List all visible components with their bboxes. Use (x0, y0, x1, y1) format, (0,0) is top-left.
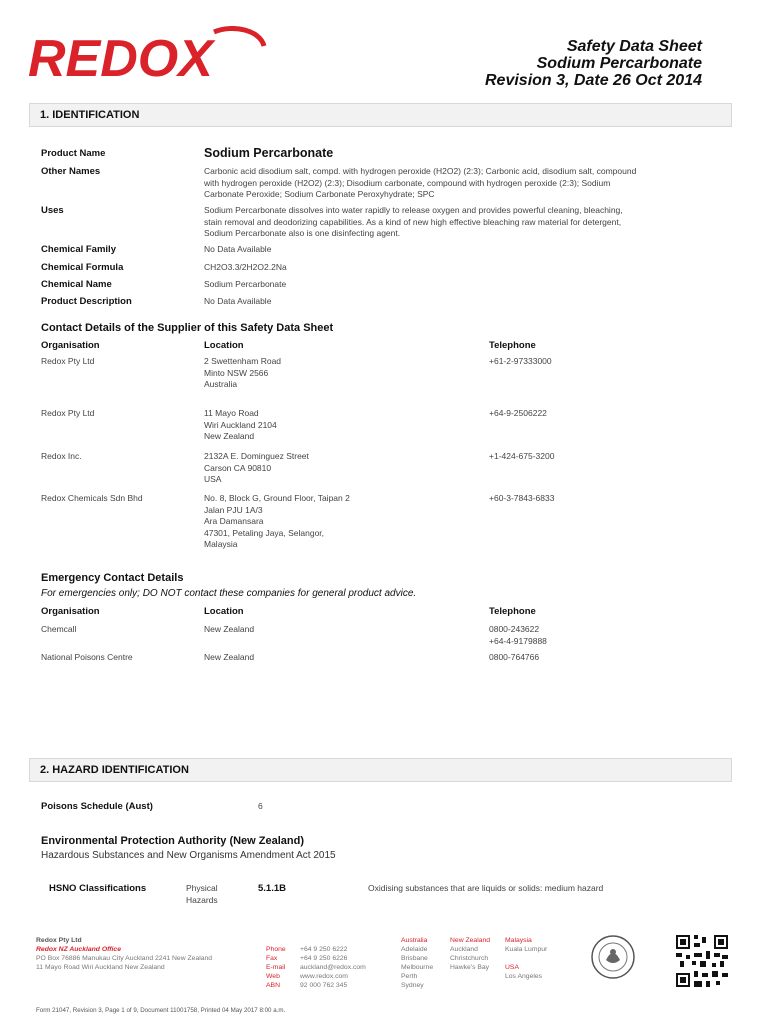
emergency-note: For emergencies only; DO NOT contact these companies for general product advice. (41, 588, 417, 599)
section-hazard-header (29, 758, 732, 782)
product-description-value: No Data Available (204, 296, 272, 306)
supplier-telephone: +60-3-7843-6833 (489, 493, 555, 503)
revision-title: Revision 3, Date 26 Oct 2014 (485, 72, 702, 89)
section-identification-header (29, 103, 732, 127)
emergency-location: New Zealand (204, 624, 255, 634)
chemical-family-value: No Data Available (204, 244, 272, 254)
col-telephone: Telephone (489, 606, 536, 617)
supplier-location: 2132A E. Dominguez Street Carson CA 90810 USA (204, 451, 309, 484)
supplier-location: No. 8, Block G, Ground Floor, Taipan 2 Jalan PJU 1A/3 Ara Damansara 47301, Petaling Jaya, Selangor, Malaysia (204, 493, 350, 549)
footer-usa-cities: Los Angeles (505, 973, 543, 980)
product-description-label: Product Description (41, 296, 132, 307)
section-heading: 2. HAZARD IDENTIFICATION (40, 764, 189, 776)
footer-australia-cities: Adelaide Brisbane Melbourne Perth Sydney (401, 946, 434, 989)
hsno-description: Oxidising substances that are liquids or solids: medium hazard (368, 883, 604, 893)
hsno-type: Physical Hazards (186, 883, 218, 905)
col-organisation: Organisation (41, 606, 100, 617)
footer-contact-labels: Phone Fax E-mail Web ABN (266, 946, 286, 989)
epa-subheading: Hazardous Substances and New Organisms Amendment Act 2015 (41, 850, 336, 861)
chemical-formula-label: Chemical Formula (41, 262, 124, 273)
qr-code-icon (676, 935, 728, 987)
supplier-heading: Contact Details of the Supplier of this Safety Data Sheet (41, 322, 334, 334)
other-names-label: Other Names (41, 166, 101, 177)
hsno-label: HSNO Classifications (49, 883, 147, 894)
certification-seal-icon (590, 934, 636, 980)
chemical-family-label: Chemical Family (41, 244, 116, 255)
footer-contact-values: +64 9 250 6222 +64 9 250 6226 auckland@redox.com www.redox.com 92 000 762 345 (300, 946, 366, 989)
footer-usa-head: USA (505, 964, 519, 971)
product-name-label: Product Name (41, 148, 106, 159)
supplier-location: 2 Swettenham Road Minto NSW 2566 Australia (204, 356, 282, 389)
footer-form-line: Form 21047, Revision 3, Page 1 of 9, Document 11001758, Printed 04 May 2017 8:00 a.m. (36, 1007, 286, 1014)
emergency-telephone: 0800-764766 (489, 652, 540, 662)
supplier-org: Redox Inc. (41, 451, 82, 461)
product-title: Sodium Percarbonate (536, 55, 702, 72)
chemical-name-label: Chemical Name (41, 279, 112, 290)
footer-company: Redox Pty Ltd (36, 937, 82, 944)
other-names-value: Carbonic acid disodium salt, compd. with hydrogen peroxide (H2O2) (2:3); Carbonic acid, disodium salt, compound with hydrogen peroxide (H2O2) (2:3); Disodium carbonate, compound with hydrogen peroxide (2:3); Sodium Carbonate Peroxide; Sodium Carbonate Peroxyhydrate; SPC (204, 166, 637, 199)
supplier-telephone: +61-2-97333000 (489, 356, 552, 366)
uses-label: Uses (41, 205, 64, 216)
supplier-org: Redox Pty Ltd (41, 356, 95, 366)
uses-value: Sodium Percarbonate dissolves into water rapidly to release oxygen and provides powerful cleaning, bleaching, stain removal and deodorizing capabilities. As a kind of new high effective bleaching raw material for detergent, Sodium Percarbonate also is one disinfecting agent. (204, 205, 623, 238)
chemical-name-value: Sodium Percarbonate (204, 279, 287, 289)
footer-australia-head: Australia (401, 937, 428, 944)
emergency-location: New Zealand (204, 652, 255, 662)
footer-address-1: PO Box 76886 Manukau City Auckland 2241 New Zealand (36, 955, 213, 962)
footer-nz-head: New Zealand (450, 937, 491, 944)
redox-logo (28, 26, 268, 84)
supplier-org: Redox Chemicals Sdn Bhd (41, 493, 143, 503)
footer-address-block (36, 936, 212, 972)
col-location: Location (204, 340, 244, 351)
product-name-value: Sodium Percarbonate (204, 146, 334, 160)
footer-malaysia-head: Malaysia (505, 937, 532, 944)
footer-address-2: 11 Mayo Road Wiri Auckland New Zealand (36, 964, 165, 971)
poisons-schedule-label: Poisons Schedule (Aust) (41, 801, 153, 812)
section-heading: 1. IDENTIFICATION (40, 109, 140, 121)
epa-heading: Environmental Protection Authority (New Zealand) (41, 835, 305, 847)
supplier-telephone: +1-424-675-3200 (489, 451, 555, 461)
redox-logo-text: REDOX (28, 30, 213, 84)
footer-malaysia-cities: Kuala Lumpur (505, 946, 548, 953)
col-organisation: Organisation (41, 340, 100, 351)
supplier-org: Redox Pty Ltd (41, 408, 95, 418)
emergency-org: Chemcall (41, 624, 77, 634)
hsno-code: 5.1.1B (258, 883, 286, 894)
sds-title: Safety Data Sheet (566, 38, 702, 55)
supplier-telephone: +64-9-2506222 (489, 408, 547, 418)
emergency-heading: Emergency Contact Details (41, 572, 184, 584)
col-location: Location (204, 606, 244, 617)
emergency-telephone: 0800-243622 +64-4-9179888 (489, 624, 547, 646)
footer-nz-cities: Auckland Christchurch Hawke's Bay (450, 946, 490, 971)
emergency-org: National Poisons Centre (41, 652, 133, 662)
supplier-location: 11 Mayo Road Wiri Auckland 2104 New Zealand (204, 408, 277, 441)
footer-nz-office: Redox NZ Auckland Office (36, 946, 121, 953)
poisons-schedule-value: 6 (258, 801, 263, 811)
chemical-formula-value: CH2O3.3/2H2O2.2Na (204, 262, 287, 272)
col-telephone: Telephone (489, 340, 536, 351)
